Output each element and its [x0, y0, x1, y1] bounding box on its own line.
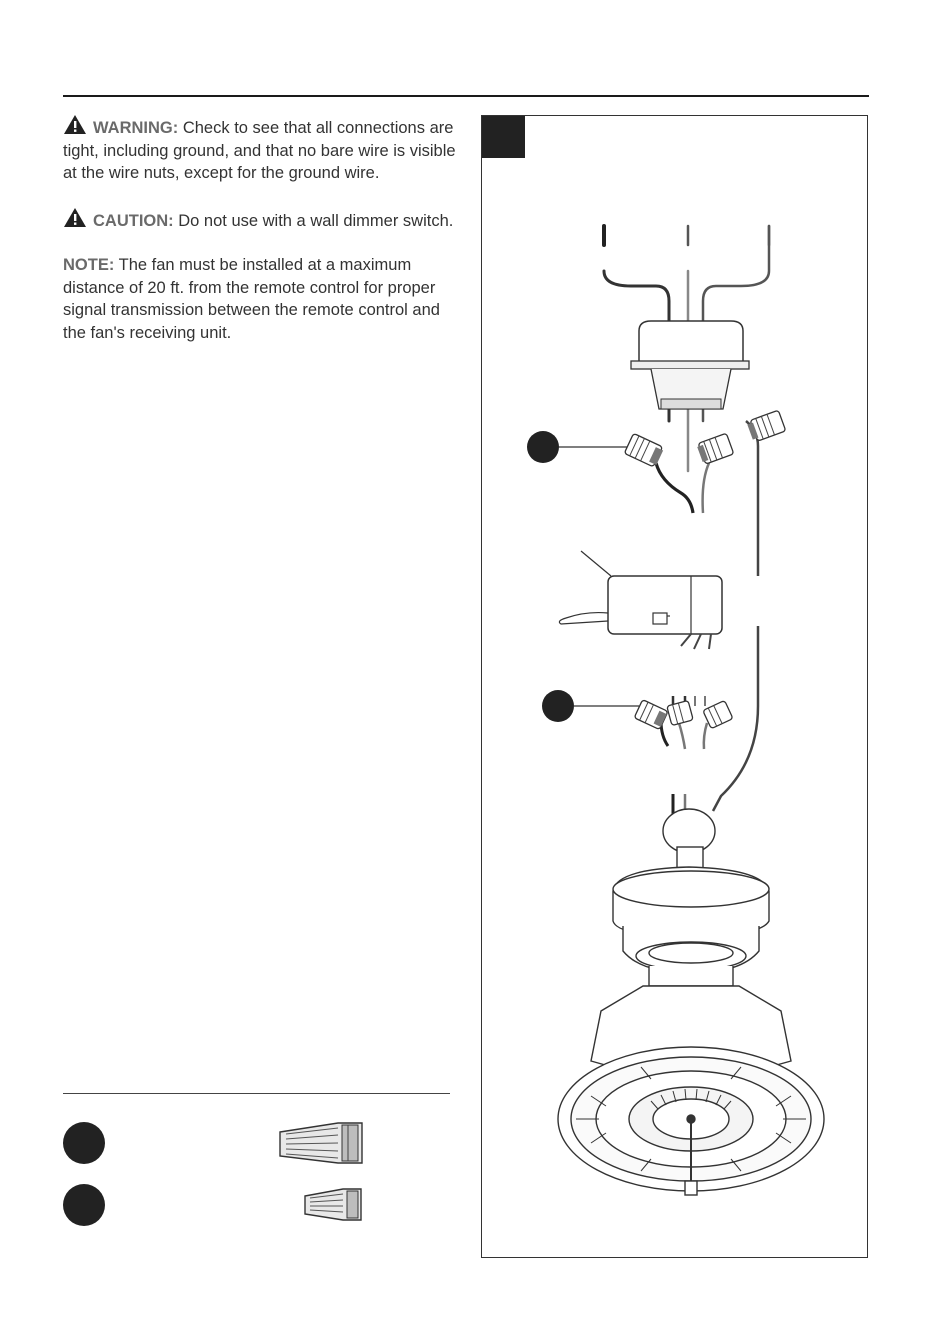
caution-note — [63, 207, 458, 233]
top-rule — [63, 95, 869, 97]
instructions-column — [63, 114, 458, 366]
hardware-b-badge — [63, 1184, 105, 1226]
warning-note — [63, 114, 458, 185]
receiver-unit — [559, 551, 722, 649]
callout-b-circle — [542, 690, 574, 722]
hardware-rule — [63, 1093, 450, 1094]
note-paragraph — [63, 254, 458, 344]
warning-text: Check to see that all connections are tight, including ground, and that no bare wire is visible at the wire nuts, except for the ground wire. — [63, 119, 456, 182]
fan-motor-assembly — [558, 809, 824, 1195]
note-text: The fan must be installed at a maximum distance of 20 ft. from the remote control for proper signal transmission between the remote control and the fan's receiving unit. — [63, 256, 440, 342]
caution-label: CAUTION: — [93, 211, 174, 230]
warning-label: WARNING: — [93, 119, 179, 137]
wiring-diagram-panel — [481, 115, 868, 1258]
note-label: NOTE: — [63, 256, 115, 274]
lower-wire-nuts — [634, 700, 733, 730]
small-wire-nut-icon — [303, 1188, 365, 1222]
large-wire-nut-icon — [278, 1122, 368, 1166]
mounting-bracket — [631, 321, 749, 409]
caution-text: Do not use with a wall dimmer switch. — [178, 211, 454, 230]
fan-wiring-illustration — [482, 116, 867, 1257]
warning-triangle-icon — [63, 114, 87, 135]
hardware-a-badge — [63, 1122, 105, 1164]
callout-a-circle — [527, 431, 559, 463]
caution-triangle-icon — [63, 207, 87, 228]
hardware-item-a — [63, 1122, 105, 1164]
hardware-item-b — [63, 1184, 105, 1226]
upper-wire-nuts — [624, 410, 786, 467]
